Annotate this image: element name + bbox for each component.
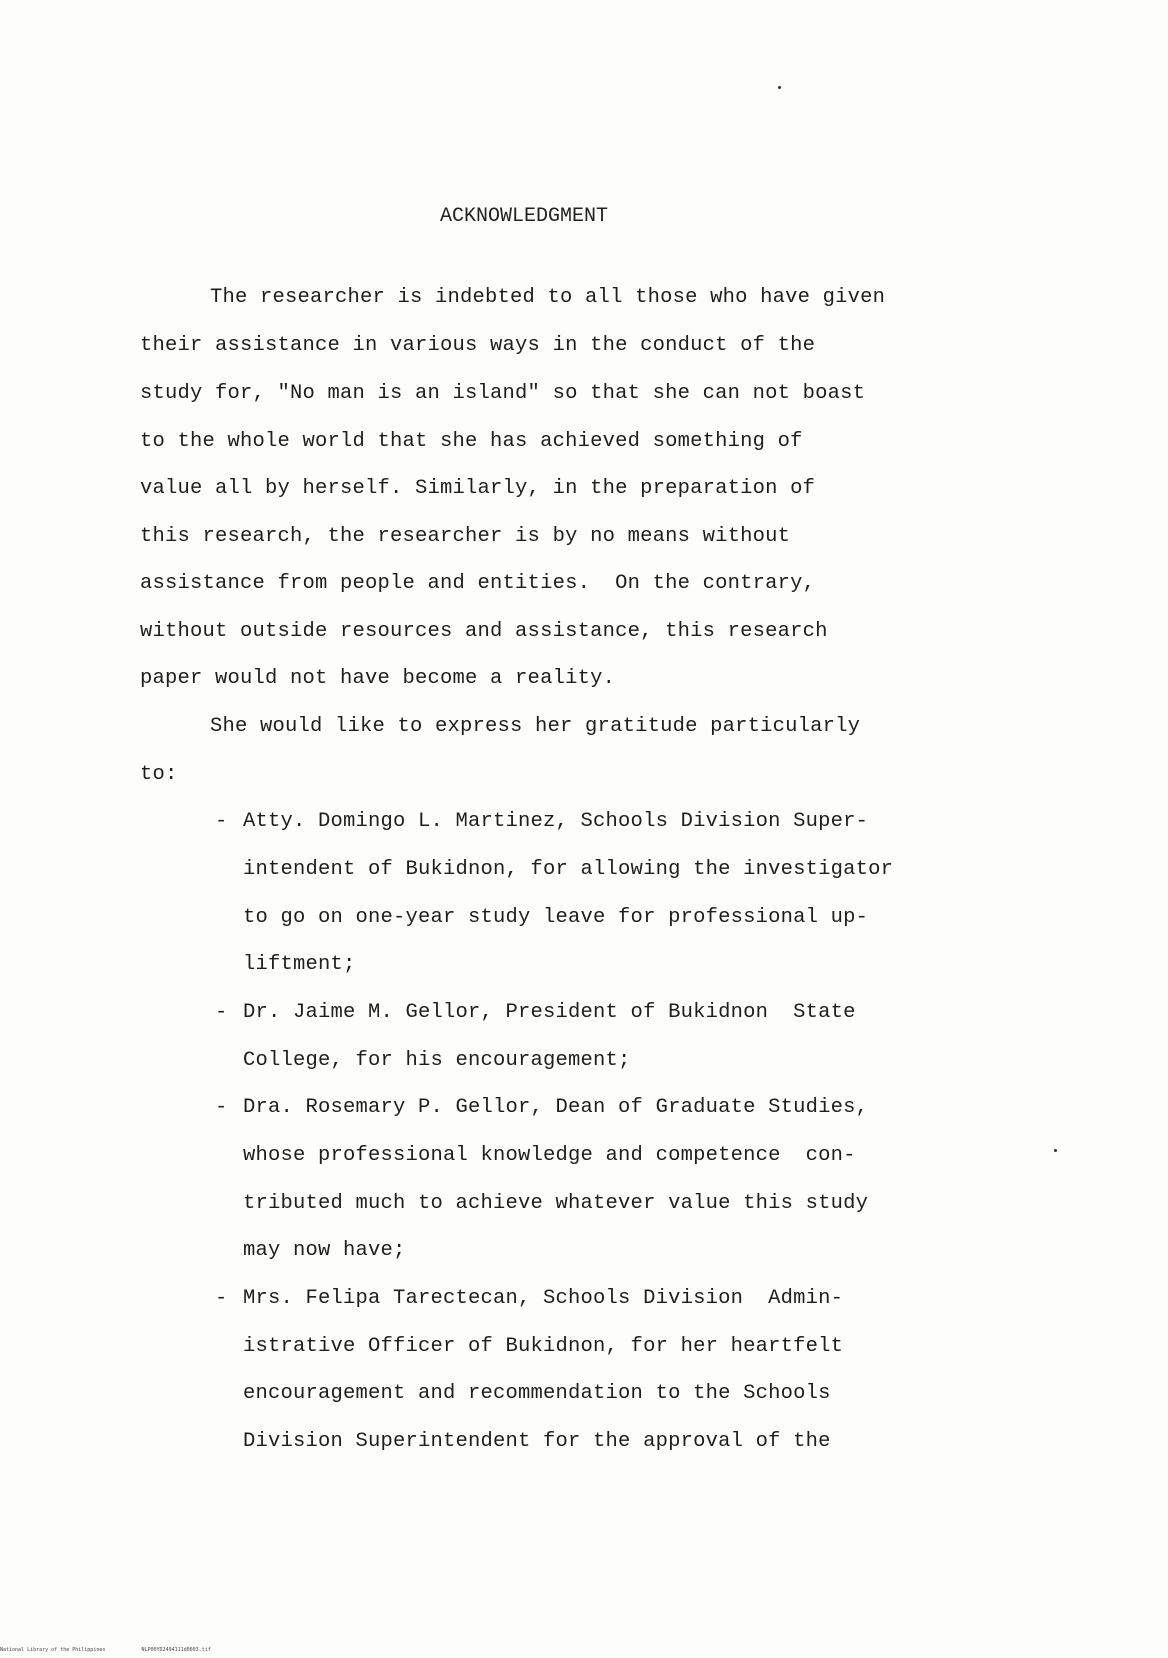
- bullet-dash: -: [215, 810, 228, 833]
- paragraph-line: without outside resources and assistance, this research: [140, 620, 828, 643]
- paragraph-line: value all by herself. Similarly, in the preparation of: [140, 477, 816, 500]
- paragraph-line: to:: [140, 763, 178, 786]
- paragraph-line: assistance from people and entities. On the contrary,: [140, 572, 816, 595]
- list-item-line: Division Superintendent for the approval of the: [243, 1430, 831, 1453]
- paragraph-line: The researcher is indebted to all those who have given: [210, 286, 886, 309]
- list-item-line: Atty. Domingo L. Martinez, Schools Division Super-: [243, 810, 869, 833]
- list-item-line: liftment;: [243, 953, 356, 976]
- list-item-line: encouragement and recommendation to the Schools: [243, 1382, 831, 1405]
- paragraph-line: paper would not have become a reality.: [140, 667, 616, 690]
- list-item-line: Dr. Jaime M. Gellor, President of Bukidnon State: [243, 1001, 856, 1024]
- paragraph-line: study for, "No man is an island" so that she can not boast: [140, 382, 866, 405]
- list-item-line: tributed much to achieve whatever value this study: [243, 1192, 869, 1215]
- paragraph-line: to the whole world that she has achieved something of: [140, 430, 803, 453]
- list-item-line: whose professional knowledge and competence con-: [243, 1144, 856, 1167]
- scan-speck: [778, 86, 781, 89]
- paragraph-line: this research, the researcher is by no means without: [140, 525, 791, 548]
- footer-filename: NLP00YD2494111d0003.tif: [141, 1647, 211, 1653]
- list-item-line: College, for his encouragement;: [243, 1049, 631, 1072]
- paragraph-line: their assistance in various ways in the conduct of the: [140, 334, 816, 357]
- list-item-line: istrative Officer of Bukidnon, for her heartfelt: [243, 1335, 844, 1358]
- paragraph-line: She would like to express her gratitude particularly: [210, 715, 861, 738]
- list-item-line: Mrs. Felipa Tarectecan, Schools Division Admin-: [243, 1287, 844, 1310]
- bullet-dash: -: [215, 1001, 228, 1024]
- footer-library: National Library of the Philippines: [0, 1647, 106, 1653]
- list-item-line: intendent of Bukidnon, for allowing the investigator: [243, 858, 894, 881]
- footer: [0, 1647, 211, 1653]
- bullet-dash: -: [215, 1096, 228, 1119]
- list-item-line: to go on one-year study leave for professional up-: [243, 906, 869, 929]
- page-title: ACKNOWLEDGMENT: [440, 205, 609, 228]
- list-item-line: may now have;: [243, 1239, 406, 1262]
- list-item-line: Dra. Rosemary P. Gellor, Dean of Graduate Studies,: [243, 1096, 869, 1119]
- bullet-dash: -: [215, 1287, 228, 1310]
- scan-speck: [1054, 1149, 1057, 1152]
